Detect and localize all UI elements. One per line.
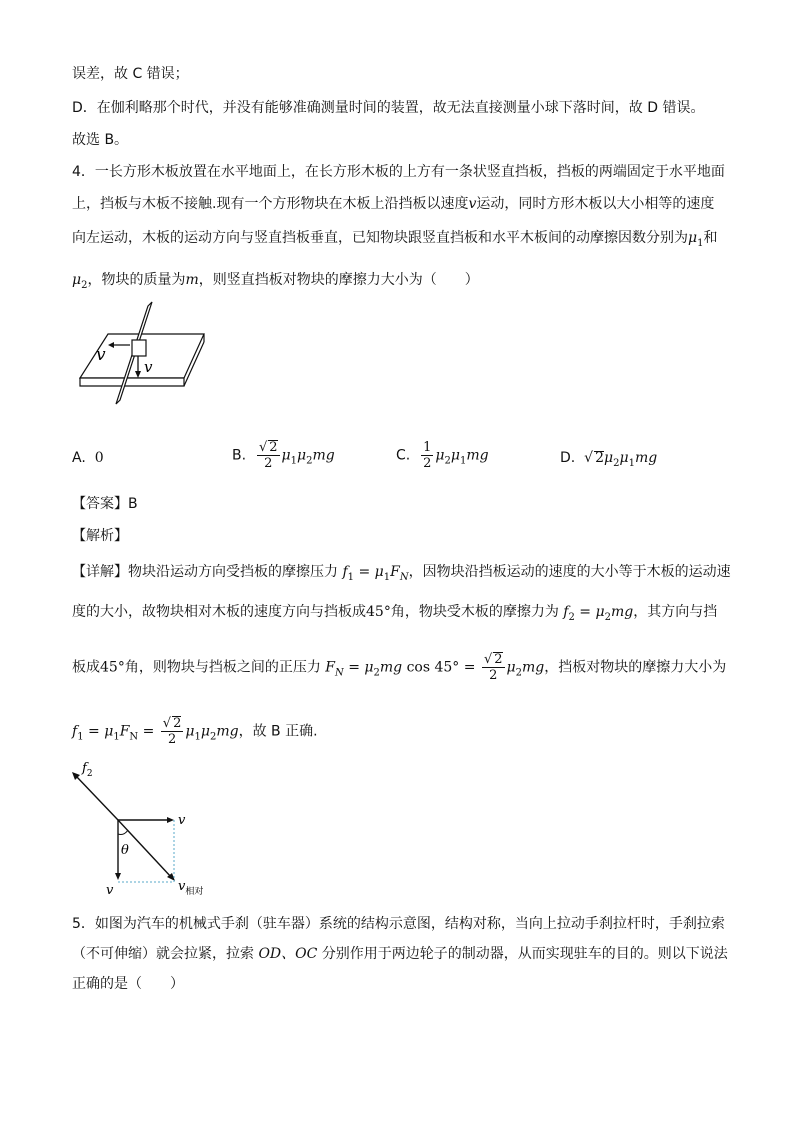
velocity-down-label: v: [144, 358, 153, 376]
option-d[interactable]: D. √ $2\mu_2\mu_1mg$: [560, 450, 658, 469]
text-line: D．在伽利略那个时代，并没有能够准确测量时间的装置，故无法直接测量小球下落时间，故 D 错误。: [72, 100, 705, 116]
question-4-text: 上，挡板与木板不接触.现有一个方形物块在木板上沿挡板以速度v运动，同时方形木板以大小相等的速度: [72, 196, 715, 212]
theta-label: θ: [121, 843, 129, 858]
detail-text: 板成45°角，则物块与挡板之间的正压力 $F_N = \mu_2mg$ cos 45° = $\frac{√ 2}{2}$ $\mu_2mg$，挡板对物块的摩擦力大小为: [72, 652, 727, 683]
answer-line: 【答案】B: [72, 496, 138, 512]
option-a[interactable]: A. 0: [72, 450, 104, 466]
velocity-left-label: v: [96, 345, 106, 365]
question-5-text: （不可伸缩）就会拉紧，拉索 OD、OC 分别作用于两边轮子的制动器，从而实现驻车的目的。则以下说法: [72, 946, 728, 962]
detail-text: $f_1 = \mu_1F_N$ = $\frac{√ 2}{2}$ $\mu_1\mu_2mg$，故 B 正确.: [72, 716, 318, 747]
text-line: 故选 B。: [72, 132, 129, 148]
text-line: 误差，故 C 错误；: [72, 66, 189, 82]
block: [132, 340, 146, 356]
option-b[interactable]: B. $\frac{√ 2}{2}$ $\mu_1\mu_2mg$: [232, 440, 335, 471]
question-4-text: 4．一长方形木板放置在水平地面上，在长方形木板的上方有一条状竖直挡板，挡板的两端固定于水平地面: [72, 164, 725, 180]
v-right-label: v: [178, 813, 186, 828]
f2-label: $f_2$: [82, 761, 93, 779]
board-barrier-figure: [72, 300, 212, 410]
velocity-vector-figure: [66, 756, 226, 902]
question-4-text: 向左运动，木板的运动方向与竖直挡板垂直，已知物块跟竖直挡板和水平木板间的动摩擦因数分别为$\mu_1$和: [72, 230, 718, 249]
question-5-text: 5．如图为汽车的机械式手刹（驻车器）系统的结构示意图，结构对称，当向上拉动手刹拉杆时，手刹拉索: [72, 916, 725, 932]
v-relative-label: $v_{相对}$: [178, 879, 204, 897]
detail-text: 【详解】物块沿运动方向受挡板的摩擦压力 $f_1 = \mu_1F_N$，因物块沿挡板运动的速度的大小等于木板的运动速: [72, 564, 731, 583]
option-c[interactable]: C. $\frac{1}{2}$ $\mu_2\mu_1mg$: [396, 440, 489, 471]
v-down-label: v: [106, 883, 114, 898]
detail-text: 度的大小，故物块相对木板的速度方向与挡板成45°角，物块受木板的摩擦力为 $f_2 = \mu_2mg$，其方向与挡: [72, 604, 718, 623]
question-5-text: 正确的是（ ）: [72, 976, 184, 992]
analysis-heading: 【解析】: [72, 528, 128, 544]
question-4-text: $\mu_2$，物块的质量为m，则竖直挡板对物块的摩擦力大小为（ ）: [72, 272, 479, 291]
board-front-face: [80, 378, 184, 386]
